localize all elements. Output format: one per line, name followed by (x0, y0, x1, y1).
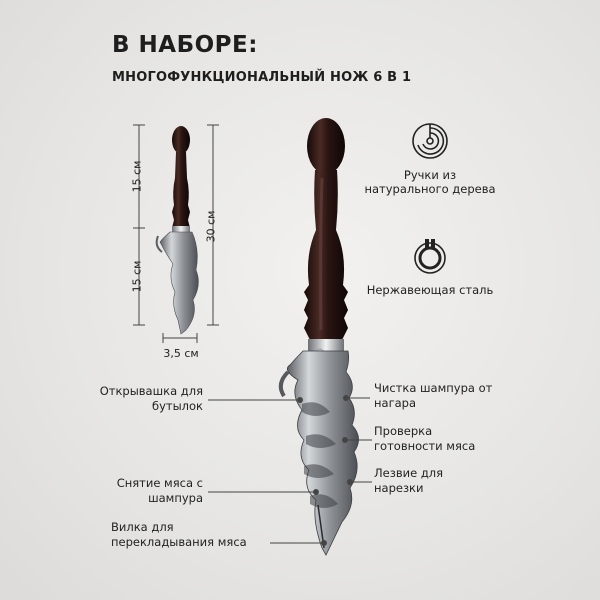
callout-skewer-cleaning: Чистка шампура от нагара (374, 381, 493, 410)
callout-doneness-check: Проверка готовности мяса (374, 424, 476, 453)
callout-slicing-blade: Лезвие для нарезки (374, 466, 444, 495)
callout-meat-removal: Снятие мяса с шампура (116, 476, 203, 505)
feature-stainless-steel (360, 237, 500, 297)
small-knife-handle (172, 126, 190, 228)
subheadline: МНОГОФУНКЦИОНАЛЬНЫЙ НОЖ 6 В 1 (112, 70, 412, 85)
headline: В НАБОРЕ: (112, 32, 258, 58)
small-knife-ferrule (172, 226, 190, 232)
large-knife-blade (287, 351, 358, 555)
large-knife-ferrule (308, 339, 344, 351)
small-knife-blade (160, 232, 198, 334)
steel-ring-icon (411, 237, 449, 275)
feature-wood-handles-label: Ручки из натурального дерева (364, 168, 496, 196)
large-knife-handle (304, 118, 348, 340)
large-knife-hook (281, 372, 288, 396)
dimension-label-width: 3,5 см (163, 347, 199, 360)
callout-bottle-opener: Открывашка для бутылок (99, 384, 203, 413)
dimension-label-handle: 15 см (130, 160, 144, 193)
feature-wood-handles (360, 122, 500, 196)
callout-fork: Вилка для перекладывания мяса (111, 520, 247, 549)
wood-rings-icon (411, 122, 449, 160)
feature-stainless-steel-label: Нержавеющая сталь (366, 283, 494, 297)
small-knife-image (157, 126, 199, 334)
dimension-label-blade: 15 см (130, 260, 144, 293)
large-knife-image (281, 118, 359, 555)
dimension-label-total: 30 см (204, 210, 218, 243)
